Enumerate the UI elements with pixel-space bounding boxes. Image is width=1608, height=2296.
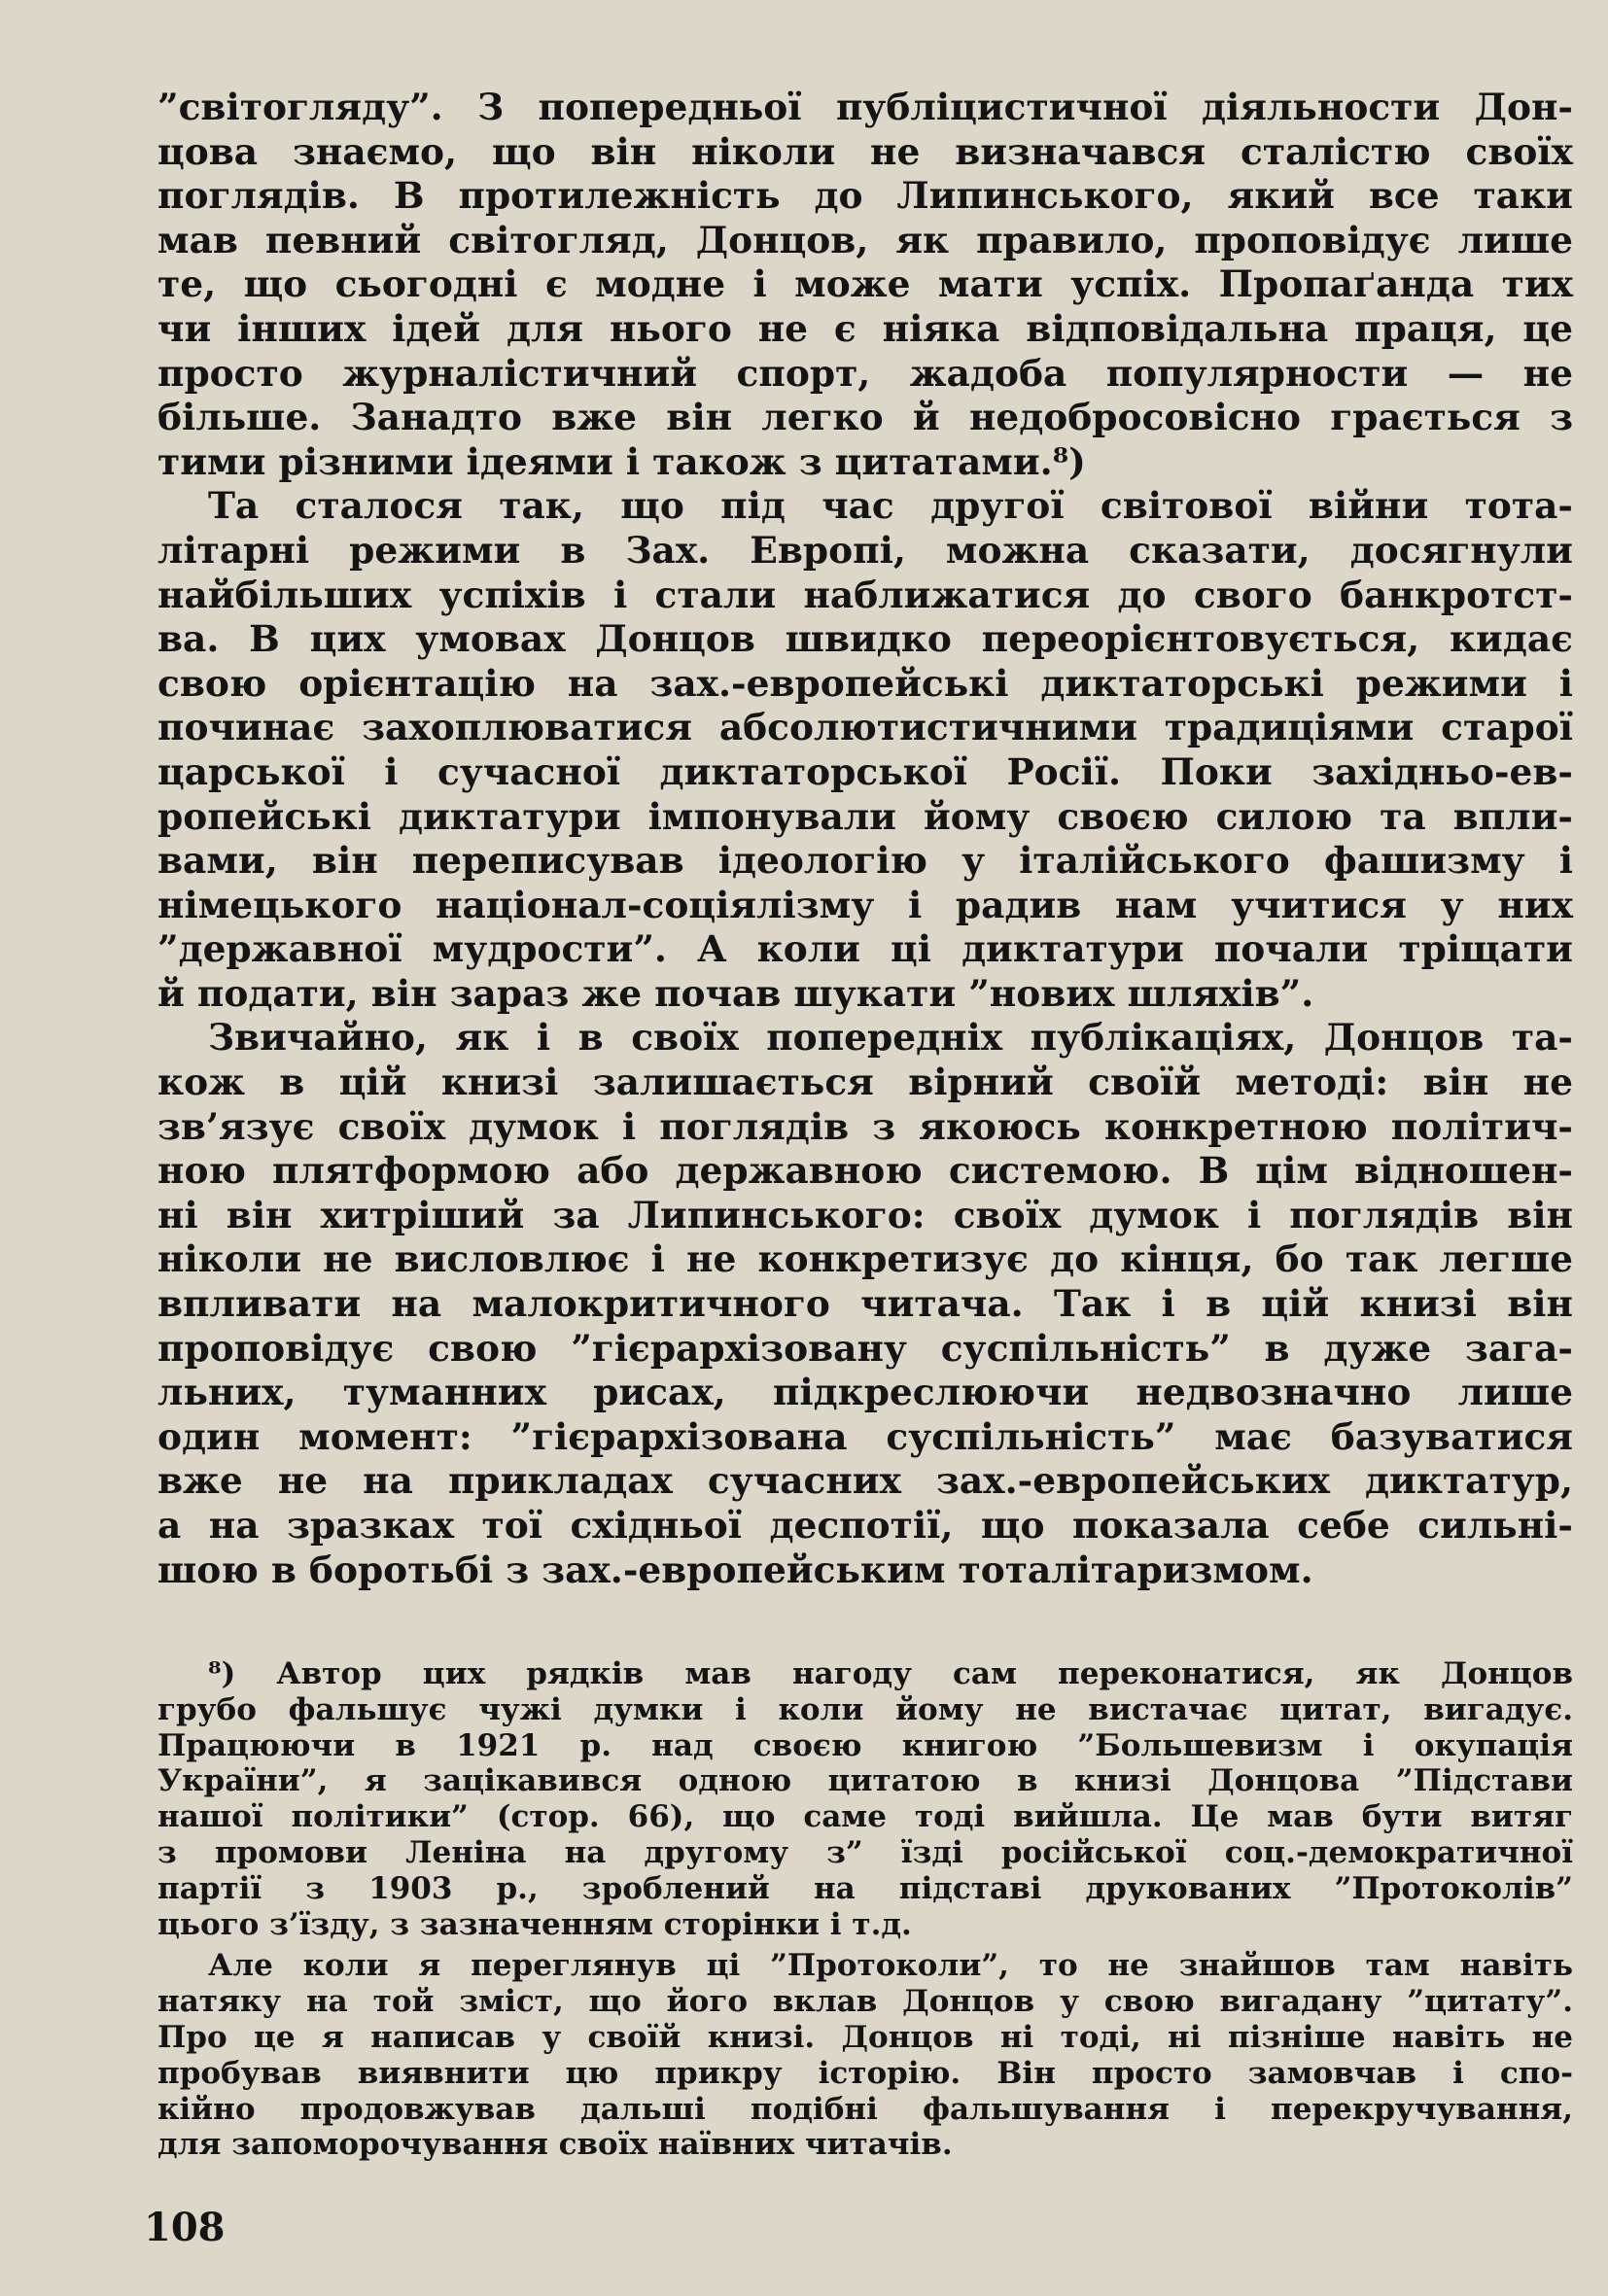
text-line: кож в цій книзі залишається вірний своїй методі: він не <box>157 1061 1573 1104</box>
text-line: те, що сьогодні є модне і може мати успіх. Пропаґанда тих <box>157 262 1573 306</box>
footnote-line: ⁸) Автор цих рядків мав нагоду сам переконатися, як Донцов <box>208 1656 1573 1691</box>
text-line: а на зразках тої східньої деспотії, що показала себе сильні- <box>157 1504 1573 1547</box>
text-line: ні він хитріший за Липинського: своїх думок і поглядів він <box>157 1193 1573 1236</box>
footnote-line: Про це я написав у своїй книзі. Донцов ні тоді, ні пізніше навіть не <box>157 2019 1573 2055</box>
text-line: починає захоплюватися абсолютистичними традиціями старої <box>157 706 1573 749</box>
footnote-block <box>157 1656 1573 2163</box>
text-line: ”державної мудрости”. А коли ці диктатури почали тріщати <box>157 927 1573 971</box>
text-line: просто журналістичний спорт, жадоба популярности — не <box>157 351 1573 395</box>
text-line: чи інших ідей для нього не є ніяка відповідальна праця, це <box>157 306 1573 350</box>
text-line: свою орієнтацію на зах.-европейські диктаторські режими і <box>157 661 1573 705</box>
main-text <box>157 86 1573 1592</box>
paragraph-2 <box>157 484 1573 1016</box>
footnote-line: натяку на той зміст, що його вклав Донцов у свою вигадану ”цитату”. <box>157 1984 1573 2020</box>
text-line: ропейські диктатури імпонували йому своєю силою та впли- <box>157 794 1573 838</box>
footnote-paragraph-1 <box>157 1656 1573 1942</box>
paragraph-1 <box>157 86 1573 484</box>
text-line: тими різними ідеями і також з цитатами.⁸) <box>157 439 1086 483</box>
footnote-line: Але коли я переглянув ці ”Протоколи”, то не знайшов там навіть <box>208 1948 1573 1984</box>
footnote-line: пробував виявнити цю прикру історію. Він просто замовчав і спо- <box>157 2055 1573 2091</box>
footnote-line: для запоморочування своїх наївних читачів. <box>157 2127 953 2163</box>
text-line: царської і сучасної диктаторської Росії. Поки західньо-ев- <box>157 749 1573 793</box>
text-line: шою в боротьбі з зах.-европейським тоталітаризмом. <box>157 1548 1313 1591</box>
text-line: зв’язує своїх думок і поглядів з якоюсь конкретною політич- <box>157 1104 1573 1148</box>
footnote-line: цього з’їзду, з зазначенням сторінки і т.д. <box>157 1906 912 1942</box>
text-line: впливати на малокритичного читача. Так і в цій книзі він <box>157 1282 1573 1326</box>
text-line: цова знаємо, що він ніколи не визначався сталістю своїх <box>157 129 1573 173</box>
text-line: поглядів. В протилежність до Липинського, який все таки <box>157 174 1573 218</box>
text-line: Звичайно, як і в своїх попередніх публікаціях, Донцов та- <box>208 1016 1573 1060</box>
text-line: німецького націонал-соціялізму і радив нам учитися у них <box>157 883 1573 926</box>
text-line: літарні режими в Зах. Европі, можна сказати, досягнули <box>157 528 1573 572</box>
text-line: один момент: ”гієрархізована суспільність” має базуватися <box>157 1414 1573 1458</box>
text-line: вами, він переписував ідеологію у італійського фашизму і <box>157 839 1573 883</box>
page-number: 108 <box>144 2205 226 2250</box>
footnote-line: Працюючи в 1921 р. над своєю книгою ”Большевизм і окупація <box>157 1727 1573 1763</box>
text-line: й подати, він зараз же почав шукати ”нових шляхів”. <box>157 971 1314 1015</box>
text-line: найбільших успіхів і стали наближатися до свого банкротст- <box>157 573 1573 616</box>
text-line: льних, туманних рисах, підкреслюючи недвозначно лише <box>157 1371 1573 1414</box>
text-line: проповідує свою ”гієрархізовану суспільність” в дуже зага- <box>157 1326 1573 1370</box>
footnote-line: з промови Леніна на другому з” їзді російської соц.-демократичної <box>157 1834 1573 1870</box>
text-line: вже не на прикладах сучасних зах.-европейських диктатур, <box>157 1459 1573 1503</box>
footnote-line: нашої політики” (стор. 66), що саме тоді вийшла. Це мав бути витяг <box>157 1799 1573 1835</box>
footnote-line: України”, я зацікавився одною цитатою в книзі Донцова ”Підстави <box>157 1763 1573 1799</box>
footnote-line: кійно продовжував дальші подібні фальшування і перекручування, <box>157 2091 1573 2127</box>
text-line: ніколи не висловлює і не конкретизує до кінця, бо так легше <box>157 1237 1573 1281</box>
footnote-line: партії з 1903 р., зроблений на підставі друкованих ”Протоколів” <box>157 1870 1573 1906</box>
text-line: ною плятформою або державною системою. В цім відношен- <box>157 1149 1573 1193</box>
text-line: Та сталося так, що під час другої світової війни тота- <box>208 484 1573 528</box>
footnote-line: грубо фальшує чужі думки і коли йому не вистачає цитат, вигадує. <box>157 1691 1573 1727</box>
paragraph-3 <box>157 1016 1573 1592</box>
text-line: ”світогляду”. З попередньої публіцистичної діяльности Дон- <box>157 86 1573 128</box>
text-line: ва. В цих умовах Донцов швидко переорієнтовується, кидає <box>157 617 1573 661</box>
text-line: мав певний світогляд, Донцов, як правило, проповідує лише <box>157 218 1573 261</box>
footnote-paragraph-2 <box>157 1948 1573 2163</box>
text-line: більше. Занадто вже він легко й недобросовісно грається з <box>157 396 1573 439</box>
